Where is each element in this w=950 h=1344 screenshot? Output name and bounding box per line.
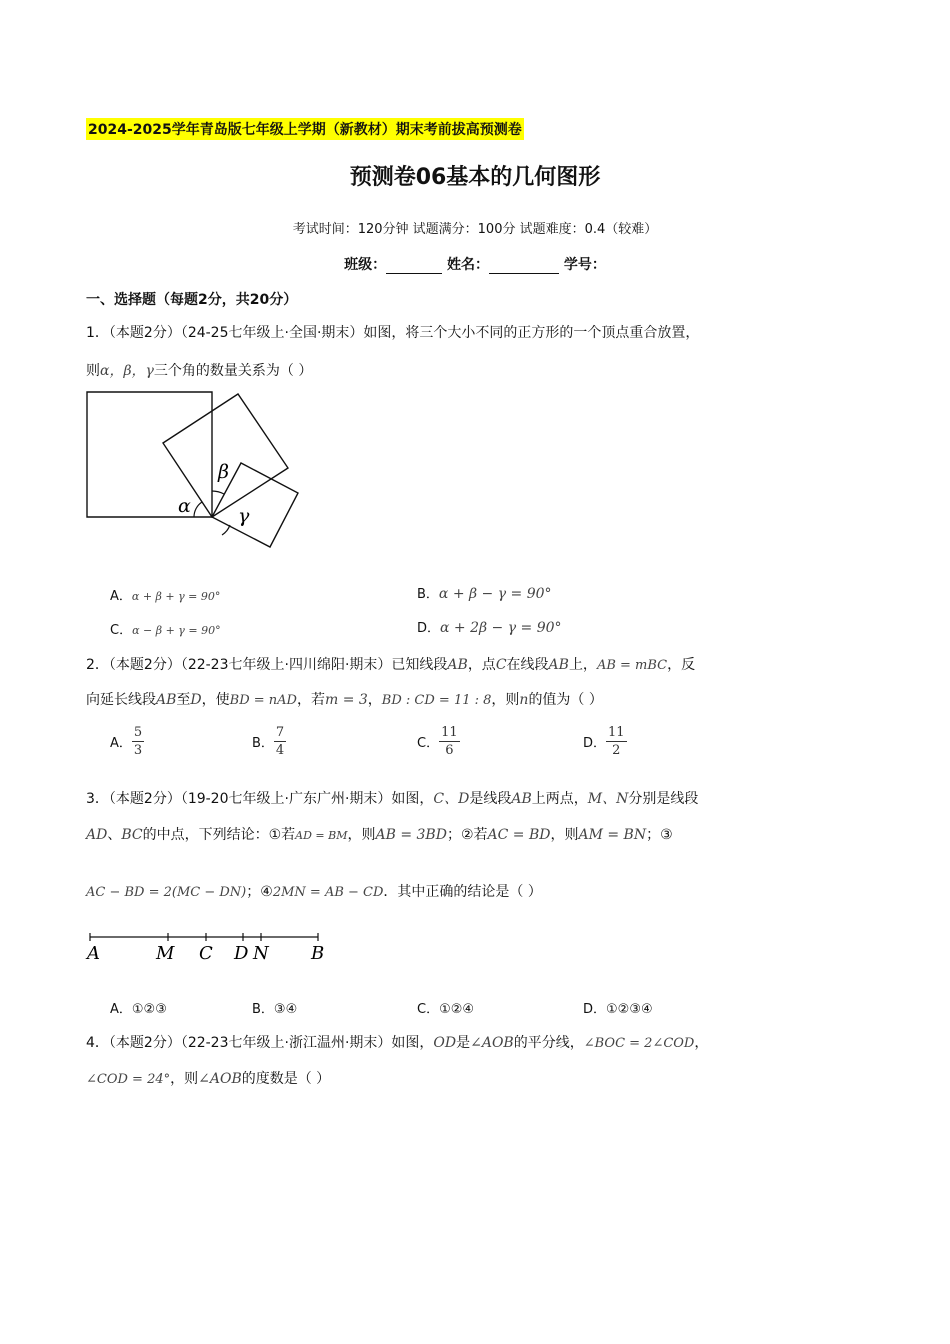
q1-option-c[interactable] — [110, 619, 221, 638]
option-text: α + 2β − γ = 90° — [440, 620, 562, 636]
q3-option-a[interactable] — [110, 998, 167, 1017]
point-label-a: A — [87, 943, 100, 964]
gamma-arc — [222, 525, 230, 535]
beta-arc — [212, 491, 224, 494]
q1-line1: 1．（本题2分）（24-25七年级上·全国·期末）如图，将三个大小不同的正方形的一个顶点重合放置， — [86, 325, 700, 341]
large-square — [87, 392, 212, 517]
id-label: 学号： — [563, 257, 606, 273]
option-letter: A． — [110, 1002, 132, 1017]
q3-line2: AD、BC的中点，下列结论：①若AD = BM，则AB = 3BD；②若AC = BD，则AM = BN；③ — [86, 827, 673, 843]
q1-figure — [80, 385, 310, 555]
name-blank[interactable] — [489, 259, 559, 274]
q1-line2 — [86, 360, 312, 382]
fraction: $\frac{5}{3}$ — [133, 725, 143, 758]
beta-label: β — [218, 461, 229, 483]
student-info — [0, 254, 950, 274]
q3-option-b[interactable] — [252, 998, 297, 1017]
q1-post: 三个角的数量关系为（ ） — [153, 363, 313, 379]
option-letter: B． — [252, 736, 274, 751]
q1-pre: 则 — [86, 363, 100, 379]
option-letter: D． — [583, 736, 607, 751]
option-letter: D． — [583, 1002, 607, 1017]
q2-option-b[interactable] — [252, 724, 286, 759]
gamma-label: γ — [238, 505, 250, 527]
q3-line3: AC − BD = 2(MC − DN)；④2MN = AB − CD．其中正确的结论是（ ） — [86, 884, 542, 900]
class-blank[interactable] — [386, 259, 442, 274]
q2-option-d[interactable] — [583, 724, 627, 759]
q1-option-b[interactable] — [417, 583, 552, 602]
q3-option-d[interactable] — [583, 998, 653, 1017]
option-text: ③④ — [273, 1002, 298, 1017]
option-text: α + β − γ = 90° — [438, 586, 552, 602]
option-letter: D． — [417, 621, 441, 636]
q1-option-a[interactable] — [110, 585, 220, 604]
q4-line1: 4．（本题2分）（22-23七年级上·浙江温州·期末）如图，OD是∠AOB的平分线，∠BOC = 2∠COD， — [86, 1035, 709, 1051]
option-letter: A． — [110, 736, 132, 751]
alpha-label: α — [178, 495, 191, 517]
q2-option-c[interactable] — [417, 724, 460, 759]
q3-line-figure — [84, 928, 334, 964]
q2-line1: 2．（本题2分）（22-23七年级上·四川绵阳·期末）已知线段AB，点C在线段AB上，AB = mBC，反 — [86, 657, 696, 673]
fraction: $\frac{7}{4}$ — [275, 725, 285, 758]
point-label-n: N — [253, 943, 269, 964]
option-text: ①②④ — [439, 1002, 475, 1017]
option-text: α − β + γ = 90° — [132, 624, 221, 637]
exam-banner: 2024-2025学年青岛版七年级上学期（新教材）期末考前拔高预测卷 — [86, 118, 524, 140]
point-label-c: C — [199, 943, 213, 964]
option-letter: B． — [252, 1002, 274, 1017]
q1-angles: α，β，γ — [100, 363, 154, 379]
q4-line2: ∠COD = 24°，则∠AOB的度数是（ ） — [86, 1071, 331, 1087]
section-heading: 一、选择题（每题2分，共20分） — [86, 292, 298, 308]
point-label-b: B — [311, 943, 325, 964]
q1-option-d[interactable] — [417, 617, 562, 636]
q3-line1: 3．（本题2分）（19-20七年级上·广东广州·期末）如图，C、D是线段AB上两点，M、N分别是线段 — [86, 791, 699, 807]
point-label-m: M — [156, 943, 175, 964]
q2-line2: 向延长线段AB至D，使BD = nAD，若m = 3，BD : CD = 11 : 8，则n的值为（ ） — [86, 692, 603, 708]
option-text: α + β + γ = 90° — [131, 590, 221, 603]
name-label: 姓名： — [447, 257, 489, 273]
fraction: $\frac{11}{2}$ — [608, 725, 625, 758]
option-letter: C． — [110, 623, 133, 638]
option-letter: A． — [110, 589, 132, 604]
option-letter: B． — [417, 587, 439, 602]
point-label-d: D — [234, 943, 249, 964]
option-letter: C． — [417, 736, 440, 751]
page-title: 预测卷06基本的几何图形 — [349, 165, 601, 190]
q3-option-c[interactable] — [417, 998, 474, 1017]
option-letter: C． — [417, 1002, 440, 1017]
option-text: ①②③④ — [606, 1002, 653, 1017]
q2-option-a[interactable] — [110, 724, 144, 759]
option-text: ①②③ — [131, 1002, 167, 1017]
fraction: $\frac{11}{6}$ — [441, 725, 458, 758]
alpha-arc — [194, 502, 202, 517]
class-label: 班级： — [344, 257, 387, 273]
exam-meta: 考试时间：120分钟 试题满分：100分 试题难度：0.4（较难） — [292, 222, 658, 237]
